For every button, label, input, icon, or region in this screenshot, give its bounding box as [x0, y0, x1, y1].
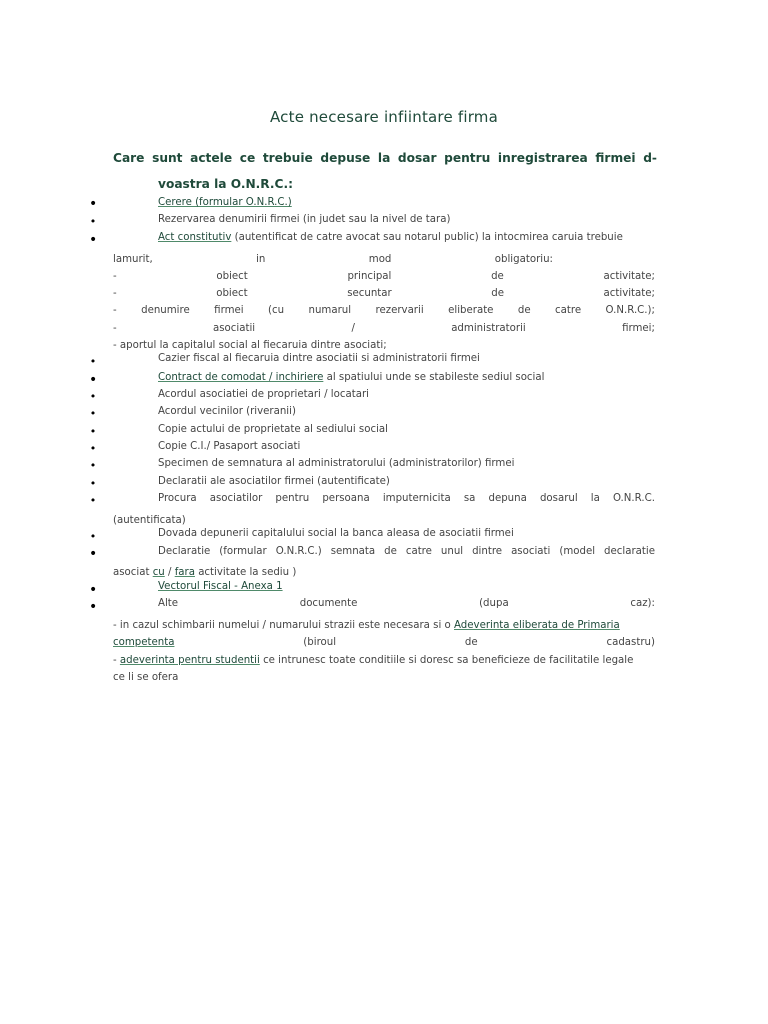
word: obiect — [216, 271, 248, 282]
word: rezervarii — [375, 305, 424, 316]
competenta-link[interactable]: competenta — [113, 637, 175, 648]
word: O.N.R.C.) — [275, 546, 322, 557]
word: caz): — [630, 598, 655, 609]
justified-line — [113, 270, 655, 284]
word: obiect — [216, 288, 248, 299]
bullet-icon: • — [89, 372, 98, 388]
list-item — [113, 619, 620, 633]
word: administratorii — [451, 323, 526, 334]
list-item — [158, 196, 292, 210]
list-item: - aportul la capitalul social al fiecaruia dintre asociati; — [113, 340, 387, 351]
word: catre — [555, 305, 582, 316]
bullet-icon: • — [89, 599, 98, 615]
list-item: Acordul vecinilor (riveranii) — [158, 406, 296, 417]
word: mod — [368, 254, 392, 265]
bullet-icon: • — [89, 425, 97, 438]
word: O.N.R.C. — [612, 493, 655, 504]
word: unul — [440, 546, 464, 557]
contract-text: al spatiului unde se stabileste sediul social — [323, 372, 545, 383]
cu-link[interactable]: cu — [152, 567, 165, 578]
word: pentru — [275, 493, 310, 504]
schimbare-text: - in cazul schimbarii numelui / numarului strazii este necesara si o — [113, 620, 455, 631]
bullet-icon: • — [89, 196, 98, 212]
list-item — [158, 580, 283, 594]
word: (model — [559, 546, 596, 557]
bullet-icon: • — [89, 355, 97, 368]
word: firmei; — [622, 323, 655, 334]
vectorul-fiscal-link[interactable]: Vectorul Fiscal - Anexa 1 — [158, 581, 283, 592]
word: obligatoriu: — [494, 254, 553, 265]
justified-line — [158, 492, 655, 506]
document-subtitle — [113, 145, 657, 197]
justified-line — [113, 636, 655, 650]
word: (dupa — [479, 598, 509, 609]
word: - — [113, 323, 117, 334]
list-item: Declaratii ale asociatilor firmei (autentificate) — [158, 476, 390, 487]
bullet-icon: • — [89, 442, 97, 455]
word: activitate; — [603, 288, 655, 299]
list-item — [158, 231, 623, 245]
list-item — [158, 371, 544, 385]
word: de — [491, 288, 504, 299]
word: la — [590, 493, 600, 504]
declaratie-text: activitate la sediu ) — [194, 567, 297, 578]
word: asociatii — [213, 323, 256, 334]
adeverinta-primaria-link[interactable]: Adeverinta eliberata de Primaria — [454, 620, 620, 631]
word: numarul — [308, 305, 352, 316]
contract-link[interactable]: Contract de comodat / inchiriere — [158, 372, 324, 383]
word: cadastru) — [606, 637, 655, 648]
word: de — [464, 637, 478, 648]
word: (cu — [268, 305, 285, 316]
bullet-icon: • — [89, 530, 97, 543]
bullet-icon: • — [89, 582, 98, 598]
word: de — [517, 305, 531, 316]
word: declaratie — [604, 546, 655, 557]
list-item: Acordul asociatiei de proprietari / locatari — [158, 389, 369, 400]
list-item: ce li se ofera — [113, 672, 179, 683]
word: - — [113, 305, 117, 316]
list-item: Copie actului de proprietate al sediului social — [158, 424, 388, 435]
word: de — [384, 546, 397, 557]
word: (formular — [219, 546, 267, 557]
cerere-link[interactable]: Cerere (formular O.N.R.C.) — [158, 197, 292, 208]
bullet-icon: • — [89, 232, 98, 248]
word: documente — [299, 598, 358, 609]
word: / — [351, 323, 355, 334]
word: - — [113, 271, 117, 282]
word: activitate; — [603, 271, 655, 282]
bullet-icon: • — [89, 215, 97, 228]
list-item: Dovada depunerii capitalului social la banca aleasa de asociatii firmei — [158, 528, 514, 539]
word: semnata — [330, 546, 376, 557]
adeverinta-studentii-link[interactable]: adeverinta pentru studentii — [119, 655, 260, 666]
studentii-text: ce intrunesc toate conditiile si doresc sa beneficieze de facilitatile legale — [259, 655, 634, 666]
document-title: Acte necesare infiintare firma — [269, 108, 499, 126]
justified-line — [158, 545, 655, 559]
word: lamurit, — [113, 254, 153, 265]
justified-line — [158, 597, 655, 611]
word: in — [256, 254, 266, 265]
word: depuna — [488, 493, 527, 504]
word: asociati — [511, 546, 551, 557]
subtitle-line-1: Care sunt actele ce trebuie depuse la dosar pentru inregistrarea firmei d- — [113, 151, 657, 165]
list-item: Specimen de semnatura al administratorului (administratorilor) firmei — [158, 458, 515, 469]
declaratie-text: asociat — [113, 567, 153, 578]
word: dosarul — [539, 493, 578, 504]
justified-line — [113, 287, 655, 301]
dash-text: - — [113, 655, 120, 666]
justified-line — [113, 322, 655, 336]
word: denumire — [141, 305, 190, 316]
word: persoana — [322, 493, 370, 504]
list-item — [113, 566, 296, 580]
list-item: (autentificata) — [113, 515, 186, 526]
word: asociatilor — [209, 493, 263, 504]
word: O.N.R.C.); — [605, 305, 655, 316]
bullet-icon: • — [89, 390, 97, 403]
justified-line — [113, 253, 553, 267]
bullet-icon: • — [89, 494, 97, 507]
bullet-icon: • — [89, 477, 97, 490]
list-item: Rezervarea denumirii firmei (in judet sau la nivel de tara) — [158, 214, 451, 225]
separator-text: / — [164, 567, 175, 578]
list-item — [113, 654, 633, 668]
word: imputernicita — [382, 493, 451, 504]
bullet-icon: • — [89, 407, 97, 420]
word: principal — [347, 271, 392, 282]
justified-line — [113, 304, 655, 318]
bullet-icon: • — [89, 459, 97, 472]
act-constitutiv-text: (autentificat de catre avocat sau notarul public) la intocmirea caruia trebuie — [231, 232, 623, 243]
word: eliberate — [448, 305, 494, 316]
bullet-icon: • — [89, 546, 98, 562]
list-item: Cazier fiscal al fiecaruia dintre asociatii si administratorii firmei — [158, 353, 480, 364]
word: Alte — [158, 598, 179, 609]
word: firmei — [214, 305, 244, 316]
act-constitutiv-link[interactable]: Act constitutiv — [158, 232, 232, 243]
subtitle-line-2: voastra la O.N.R.C.: — [158, 177, 293, 191]
word: secuntar — [347, 288, 392, 299]
word: de — [491, 271, 504, 282]
word: Procura — [158, 493, 197, 504]
word: - — [113, 288, 117, 299]
word: catre — [405, 546, 432, 557]
word: Declaratie — [158, 546, 211, 557]
word: sa — [463, 493, 476, 504]
list-item: Copie C.I./ Pasaport asociati — [158, 441, 301, 452]
word: (biroul — [303, 637, 337, 648]
word: dintre — [472, 546, 503, 557]
fara-link[interactable]: fara — [174, 567, 195, 578]
